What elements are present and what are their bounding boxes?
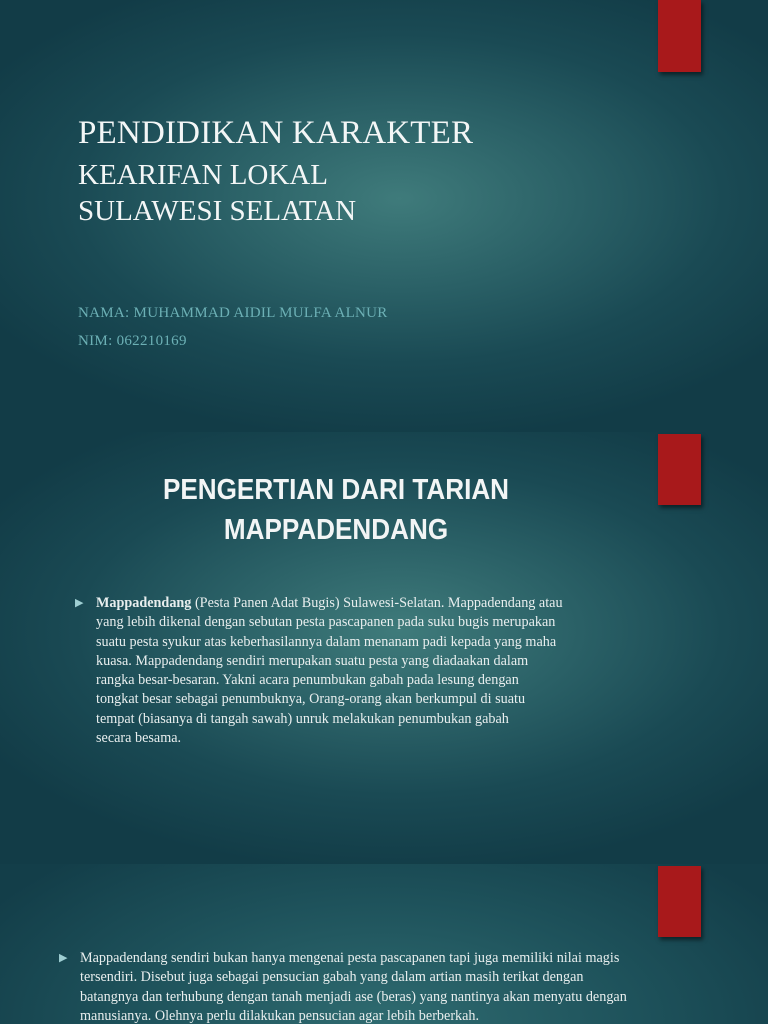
body-line: tersendiri. Disebut juga sebagai pensucian gabah yang dalam artian masih terikat dengan <box>80 969 584 986</box>
subtitle-line: KEARIFAN LOKAL <box>78 159 328 191</box>
body-line: yang lebih dikenal dengan sebutan pesta pascapanen pada suku bugis merupakan <box>96 614 556 631</box>
bullet-arrow-icon: ▶ <box>59 952 68 964</box>
bullet-arrow-icon: ▶ <box>75 597 84 609</box>
red-accent-bar <box>658 866 701 937</box>
slide-heading <box>151 470 522 550</box>
body-line: tempat (biasanya di tangah sawah) unruk melakukan penumbukan gabah <box>96 710 509 727</box>
bold-term: Mappadendang <box>96 595 192 611</box>
slide-definition <box>0 432 768 864</box>
bullet-item <box>75 594 656 748</box>
body-line: Mappadendang sendiri bukan hanya mengenai pesta pascapanen tapi juga memiliki nilai magis <box>80 950 620 966</box>
bullet-item <box>59 949 720 1024</box>
slide-magic-value <box>0 864 768 1024</box>
body-line: batangnya dan terhubung dengan tanah menjadi ase (beras) yang nantinya akan menyatu dengan <box>80 988 627 1005</box>
author-name: NAMA: MUHAMMAD AIDIL MULFA ALNUR <box>78 305 388 321</box>
bullet-text <box>96 594 656 748</box>
slide-title-heading: PENDIDIKAN KARAKTER <box>78 115 474 151</box>
subtitle-line: SULAWESI SELATAN <box>78 195 357 227</box>
student-id: NIM: 062210169 <box>78 333 187 349</box>
bullet-text <box>80 949 720 1024</box>
body-line: secara besama. <box>96 730 182 747</box>
body-line: manusianya. Olehnya perlu dilakukan pensucian agar lebih berberkah. <box>80 1007 480 1024</box>
slide-title <box>0 0 768 432</box>
red-accent-bar <box>658 434 701 505</box>
body-line: suatu pesta syukur atas keberhasilannya dalam menanam padi kepada yang maha <box>96 633 557 650</box>
heading-line: PENGERTIAN DARI TARIAN <box>162 474 510 506</box>
body-line: rangka besar-besaran. Yakni acara penumbukan gabah pada lesung dengan <box>96 672 519 689</box>
body-line: (Pesta Panen Adat Bugis) Sulawesi-Selatan. Mappadendang atau <box>191 595 563 611</box>
red-accent-bar <box>658 0 701 72</box>
body-line: kuasa. Mappadendang sendiri merupakan suatu pesta yang diadaakan dalam <box>96 652 529 669</box>
heading-line: MAPPADENDANG <box>223 514 449 546</box>
body-line: tongkat besar sebagai penumbuknya, Orang-orang akan berkumpul di suatu <box>96 691 526 708</box>
slide-subtitle <box>78 157 356 229</box>
